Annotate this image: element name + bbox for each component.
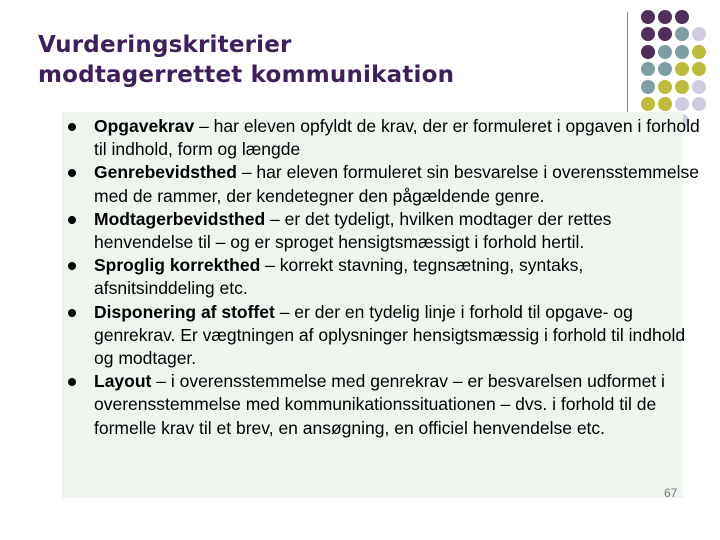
decorative-dot [658, 10, 672, 24]
decorative-dot [658, 80, 672, 94]
decorative-dot [641, 45, 655, 59]
decorative-dot [658, 27, 672, 41]
criteria-term: Disponering af stoffet [94, 301, 275, 322]
title-line-2: modtagerrettet kommunikation [38, 62, 455, 88]
criteria-term: Genrebevidsthed [94, 162, 237, 183]
decorative-dot [641, 27, 655, 41]
decorative-dot [641, 10, 655, 24]
criteria-item [62, 301, 702, 371]
decorative-dot [675, 10, 689, 24]
criteria-list [62, 115, 702, 440]
bullet-icon [68, 262, 76, 270]
decorative-dot [675, 80, 689, 94]
criteria-text: – i overensstemmelse med genrekrav – er besvarelsen udformet i overensstemmelse med kommunikationssituationen – dvs. i forhold til de formelle krav til et brev, en ansøgning, en officiel henvendelse etc. [94, 371, 665, 438]
title-line-1: Vurderingskriterier [38, 32, 292, 58]
decorative-dot [675, 27, 689, 41]
criteria-list-container [62, 115, 702, 440]
criteria-text: – er der en tydelig linje i forhold til opgave- og genrekrav. Er vægtningen af oplysninger hensigtsmæssig i forhold til indhold og modtager. [94, 301, 686, 369]
decorative-dot [641, 97, 655, 111]
decorative-dot [692, 45, 706, 59]
decorative-dot [675, 97, 689, 111]
decorative-dot [692, 62, 706, 76]
bullet-icon [68, 378, 76, 386]
decorative-dot [658, 45, 672, 59]
decorative-dot [675, 62, 689, 76]
bullet-icon [68, 123, 76, 131]
bullet-icon [68, 216, 76, 224]
criteria-item [62, 161, 702, 207]
criteria-term: Layout [94, 371, 152, 392]
page-number: 67 [664, 486, 678, 500]
criteria-item [62, 370, 702, 440]
decorative-dot [675, 45, 689, 59]
criteria-term: Sproglig korrekthed [94, 255, 261, 276]
criteria-item [62, 254, 702, 300]
bullet-icon [68, 169, 76, 177]
criteria-text: – har eleven opfyldt de krav, der er formuleret i opgaven i forhold til indhold, form og længde [94, 116, 700, 160]
decorative-dot [641, 80, 655, 94]
decorative-dot [692, 80, 706, 94]
decorative-dot [641, 62, 655, 76]
criteria-text: – er det tydeligt, hvilken modtager der rettes henvendelse til – og er sproget hensigtsmæssigt i forhold hertil. [94, 208, 612, 253]
decorative-dot [658, 97, 672, 111]
decorative-dot [658, 62, 672, 76]
bullet-icon [68, 309, 76, 317]
criteria-term: Opgavekrav [94, 116, 195, 136]
decorative-dot [692, 27, 706, 41]
criteria-text: – korrekt stavning, tegnsætning, syntaks, afsnitsinddeling etc. [94, 255, 584, 299]
decorative-dot [692, 97, 706, 111]
criteria-item [62, 208, 702, 254]
criteria-term: Modtagerbevidsthed [94, 208, 266, 229]
criteria-text: – har eleven formuleret sin besvarelse i overensstemmelse med de rammer, der kendetegner den pågældende genre. [94, 162, 699, 206]
criteria-item [62, 115, 702, 161]
